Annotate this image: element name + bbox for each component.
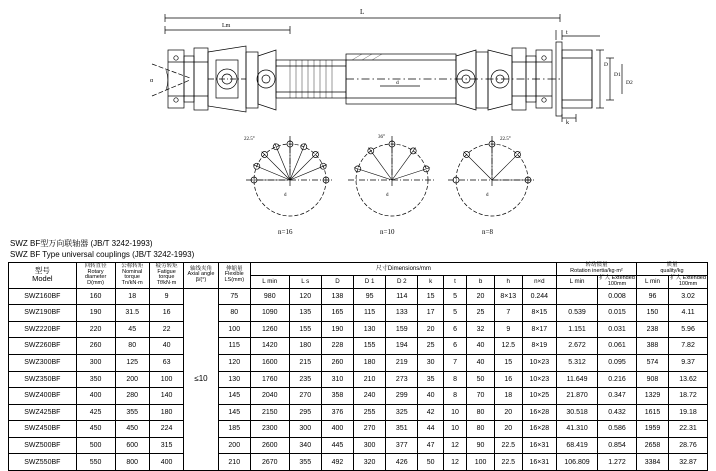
cell-inertia-ext: 0.586: [598, 421, 637, 438]
cell-ls: 200: [218, 437, 250, 454]
cell-mass-ext: 32.87: [669, 454, 708, 471]
cell-k: 40: [418, 388, 444, 405]
table-row[interactable]: [9, 404, 708, 421]
cell-rotary: 425: [76, 404, 115, 421]
cell-D1: 130: [354, 321, 386, 338]
cell-inertia-lmin: 0.539: [557, 305, 598, 322]
cell-nxd: 16×31: [522, 454, 556, 471]
table-row[interactable]: [9, 288, 708, 305]
cell-h: 16: [494, 371, 522, 388]
col-inertia-group: 转动惯量 Rotation inertia/kg·m²: [557, 263, 637, 276]
cell-h: 8×13: [494, 288, 522, 305]
cell-h: 7: [494, 305, 522, 322]
cell-lss: 135: [289, 305, 321, 322]
cell-model: SWZ450BF: [9, 421, 77, 438]
col-inertia-extended: 扩大 Extended 100mm: [599, 275, 635, 287]
table-row[interactable]: [9, 421, 708, 438]
cell-rotary: 260: [76, 338, 115, 355]
cell-model: SWZ190BF: [9, 305, 77, 322]
cell-mass-lmin: 1615: [636, 404, 668, 421]
cell-tn: 280: [115, 388, 149, 405]
cell-nxd: 16×31: [522, 437, 556, 454]
cell-D: 400: [321, 421, 353, 438]
col-h: h: [494, 276, 522, 289]
cell-tf: 9: [149, 288, 183, 305]
cell-lss: 155: [289, 321, 321, 338]
cell-tn: 45: [115, 321, 149, 338]
cell-mass-ext: 22.31: [669, 421, 708, 438]
cell-ls: 80: [218, 305, 250, 322]
cell-mass-ext: 18.72: [669, 388, 708, 405]
cell-rotary: 160: [76, 288, 115, 305]
cell-D2: 377: [386, 437, 418, 454]
cell-rotary: 550: [76, 454, 115, 471]
cell-tn: 80: [115, 338, 149, 355]
cell-mass-lmin: 238: [636, 321, 668, 338]
svg-text:D1: D1: [614, 72, 621, 78]
cell-rotary: 500: [76, 437, 115, 454]
cell-inertia-ext: 0.061: [598, 338, 637, 355]
cell-k: 35: [418, 371, 444, 388]
cell-ls: 185: [218, 421, 250, 438]
cell-t: 6: [443, 338, 466, 355]
cell-k: 44: [418, 421, 444, 438]
cell-k: 47: [418, 437, 444, 454]
svg-text:D2: D2: [626, 80, 633, 86]
table-row[interactable]: [9, 305, 708, 322]
col-ls: L s: [289, 276, 321, 289]
cell-ls: 100: [218, 321, 250, 338]
cell-ls: 120: [218, 354, 250, 371]
col-model: 型号 Model: [9, 263, 77, 289]
cell-tn: 600: [115, 437, 149, 454]
cell-D: 310: [321, 371, 353, 388]
cell-mass-ext: 5.96: [669, 321, 708, 338]
table-row[interactable]: [9, 354, 708, 371]
cell-b: 70: [467, 388, 495, 405]
table-body: [9, 288, 708, 471]
cell-lmin: 1420: [250, 338, 289, 355]
cell-lmin: 1760: [250, 371, 289, 388]
header-row-1: [9, 263, 708, 276]
cell-D2: 299: [386, 388, 418, 405]
cell-inertia-ext: 0.008: [598, 288, 637, 305]
cell-h: 22.5: [494, 454, 522, 471]
cell-lss: 300: [289, 421, 321, 438]
col-dimensions-group: 尺寸Dimensions/mm: [250, 263, 556, 276]
cell-mass-ext: 19.18: [669, 404, 708, 421]
cell-nxd: 10×23: [522, 354, 556, 371]
svg-text:L: L: [360, 8, 365, 16]
col-mass-group: 质量 quality/kg: [636, 263, 707, 276]
cell-inertia-lmin: 68.419: [557, 437, 598, 454]
cell-ls: 75: [218, 288, 250, 305]
cell-D: 165: [321, 305, 353, 322]
col-k: k: [418, 276, 444, 289]
cell-model: SWZ550BF: [9, 454, 77, 471]
col-fatigue-torque: 疲劳转矩 Fatigue torque Tf/kN·m: [149, 263, 183, 289]
cell-mass-ext: 9.37: [669, 354, 708, 371]
cell-D2: 133: [386, 305, 418, 322]
cell-D2: 325: [386, 404, 418, 421]
cell-mass-lmin: 1959: [636, 421, 668, 438]
col-t: t: [443, 276, 466, 289]
cell-lss: 215: [289, 354, 321, 371]
col-mass-lmin: L min: [636, 276, 668, 289]
cell-D2: 114: [386, 288, 418, 305]
cell-b: 40: [467, 338, 495, 355]
cell-b: 80: [467, 421, 495, 438]
col-D2: D 2: [386, 276, 418, 289]
svg-text:d: d: [284, 193, 287, 198]
cell-D: 358: [321, 388, 353, 405]
cell-tf: 140: [149, 388, 183, 405]
cell-model: SWZ300BF: [9, 354, 77, 371]
cell-inertia-ext: 0.432: [598, 404, 637, 421]
cell-D1: 95: [354, 288, 386, 305]
cell-inertia-lmin: 1.151: [557, 321, 598, 338]
cell-D1: 155: [354, 338, 386, 355]
svg-text:n=8: n=8: [482, 228, 493, 236]
cell-inertia-ext: 0.095: [598, 354, 637, 371]
cell-D2: 426: [386, 454, 418, 471]
cell-t: 5: [443, 305, 466, 322]
cell-nxd: 0.244: [522, 288, 556, 305]
svg-text:n=16: n=16: [278, 228, 293, 236]
cell-rotary: 350: [76, 371, 115, 388]
cell-mass-lmin: 574: [636, 354, 668, 371]
cell-D2: 351: [386, 421, 418, 438]
cell-t: 12: [443, 454, 466, 471]
cell-lss: 295: [289, 404, 321, 421]
cell-rotary: 300: [76, 354, 115, 371]
cell-tf: 224: [149, 421, 183, 438]
cell-inertia-lmin: 41.310: [557, 421, 598, 438]
cell-D: 190: [321, 321, 353, 338]
cell-lmin: 1090: [250, 305, 289, 322]
cell-inertia-ext: 1.272: [598, 454, 637, 471]
cell-lmin: 1260: [250, 321, 289, 338]
cell-D2: 194: [386, 338, 418, 355]
svg-text:n=10: n=10: [380, 228, 395, 236]
cell-h: 9: [494, 321, 522, 338]
cell-nxd: 10×23: [522, 371, 556, 388]
cell-t: 10: [443, 421, 466, 438]
cell-nxd: 8×15: [522, 305, 556, 322]
table-row[interactable]: [9, 371, 708, 388]
cell-lss: 235: [289, 371, 321, 388]
cell-tn: 125: [115, 354, 149, 371]
title-english: SWZ BF Type universal couplings (JB/T 3242-1993): [10, 250, 195, 259]
svg-text:k: k: [566, 120, 569, 126]
cell-D2: 219: [386, 354, 418, 371]
cell-tn: 18: [115, 288, 149, 305]
cell-nxd: 8×17: [522, 321, 556, 338]
cell-mass-ext: 28.76: [669, 437, 708, 454]
cell-tf: 63: [149, 354, 183, 371]
cell-inertia-lmin: [557, 288, 598, 305]
cell-model: SWZ260BF: [9, 338, 77, 355]
svg-text:d: d: [396, 80, 399, 86]
cell-lmin: 2150: [250, 404, 289, 421]
cell-tf: 40: [149, 338, 183, 355]
cell-lss: 180: [289, 338, 321, 355]
col-mass-extended: 扩大 Extended 100mm: [670, 275, 706, 287]
cell-b: 20: [467, 288, 495, 305]
cell-h: 15: [494, 354, 522, 371]
cell-D1: 180: [354, 354, 386, 371]
cell-b: 50: [467, 371, 495, 388]
cell-rotary: 190: [76, 305, 115, 322]
cell-D1: 320: [354, 454, 386, 471]
cell-model: SWZ220BF: [9, 321, 77, 338]
col-inertia-lmin: L min: [557, 276, 598, 289]
cell-k: 42: [418, 404, 444, 421]
cell-inertia-lmin: 30.518: [557, 404, 598, 421]
cell-mass-lmin: 1329: [636, 388, 668, 405]
cell-lss: 355: [289, 454, 321, 471]
cell-D: 376: [321, 404, 353, 421]
cell-mass-lmin: 908: [636, 371, 668, 388]
cell-inertia-lmin: 2.672: [557, 338, 598, 355]
cell-D1: 115: [354, 305, 386, 322]
cell-ls: 130: [218, 371, 250, 388]
cell-lmin: 2600: [250, 437, 289, 454]
cell-model: SWZ400BF: [9, 388, 77, 405]
cell-t: 10: [443, 404, 466, 421]
cell-tf: 100: [149, 371, 183, 388]
cell-inertia-lmin: 11.649: [557, 371, 598, 388]
cell-tf: 400: [149, 454, 183, 471]
cell-inertia-lmin: 21.870: [557, 388, 598, 405]
cell-rotary: 400: [76, 388, 115, 405]
col-axial-angle: 轴线夹角 Axial angle β/(°): [184, 263, 218, 289]
cell-nxd: 8×19: [522, 338, 556, 355]
table-row[interactable]: [9, 454, 708, 471]
cell-D1: 210: [354, 371, 386, 388]
cell-t: 7: [443, 354, 466, 371]
cell-t: 12: [443, 437, 466, 454]
cell-t: 6: [443, 321, 466, 338]
cell-ls: 210: [218, 454, 250, 471]
cell-D: 445: [321, 437, 353, 454]
cell-ls: 115: [218, 338, 250, 355]
cell-model: SWZ425BF: [9, 404, 77, 421]
cell-mass-lmin: 96: [636, 288, 668, 305]
cell-rotary: 220: [76, 321, 115, 338]
cell-D: 138: [321, 288, 353, 305]
cell-mass-lmin: 150: [636, 305, 668, 322]
cell-tn: 31.5: [115, 305, 149, 322]
cell-nxd: 10×25: [522, 388, 556, 405]
cell-axial-angle: ≤10: [184, 288, 218, 471]
col-rotary-diameter: 回转直径 Rotary diameter D(mm): [76, 263, 115, 289]
cell-D1: 255: [354, 404, 386, 421]
cell-inertia-ext: 0.031: [598, 321, 637, 338]
cell-lmin: 2040: [250, 388, 289, 405]
cell-h: 20: [494, 421, 522, 438]
cell-inertia-lmin: 106.809: [557, 454, 598, 471]
cell-tn: 800: [115, 454, 149, 471]
cell-lss: 270: [289, 388, 321, 405]
cell-b: 80: [467, 404, 495, 421]
spec-table: [8, 262, 708, 471]
col-nxd: n×d: [522, 276, 556, 289]
cell-tf: 16: [149, 305, 183, 322]
specifications-table: [8, 262, 708, 471]
cell-D: 492: [321, 454, 353, 471]
svg-text:36°: 36°: [378, 135, 385, 140]
cell-mass-ext: 7.82: [669, 338, 708, 355]
cell-tf: 22: [149, 321, 183, 338]
cell-inertia-lmin: 5.312: [557, 354, 598, 371]
cell-lss: 120: [289, 288, 321, 305]
svg-text:22.5°: 22.5°: [500, 137, 511, 142]
cell-inertia-ext: 0.216: [598, 371, 637, 388]
cell-tn: 355: [115, 404, 149, 421]
col-lmin: L min: [250, 276, 289, 289]
cell-lmin: 2670: [250, 454, 289, 471]
cell-h: 12.5: [494, 338, 522, 355]
cell-k: 15: [418, 288, 444, 305]
cell-ls: 145: [218, 404, 250, 421]
table-row[interactable]: [9, 338, 708, 355]
cell-model: SWZ350BF: [9, 371, 77, 388]
cell-lmin: 2300: [250, 421, 289, 438]
svg-text:α: α: [150, 78, 154, 84]
cell-D1: 300: [354, 437, 386, 454]
cell-b: 32: [467, 321, 495, 338]
cell-mass-lmin: 2658: [636, 437, 668, 454]
cell-nxd: 16×28: [522, 421, 556, 438]
cell-b: 25: [467, 305, 495, 322]
cell-D2: 273: [386, 371, 418, 388]
cell-tn: 200: [115, 371, 149, 388]
svg-text:d: d: [386, 193, 389, 198]
cell-mass-ext: 13.62: [669, 371, 708, 388]
cell-model: SWZ160BF: [9, 288, 77, 305]
cell-k: 50: [418, 454, 444, 471]
title-chinese: SWZ BF型万向联轴器 (JB/T 3242-1993): [10, 239, 153, 248]
cell-tf: 180: [149, 404, 183, 421]
svg-text:D: D: [604, 62, 608, 68]
col-D: D: [321, 276, 353, 289]
cell-nxd: 16×28: [522, 404, 556, 421]
cell-b: 100: [467, 454, 495, 471]
cell-k: 20: [418, 321, 444, 338]
cell-D1: 240: [354, 388, 386, 405]
table-head: [9, 263, 708, 289]
col-nominal-torque: 公称转矩 Nominal torque Tn/kN·m: [115, 263, 149, 289]
cell-mass-lmin: 3384: [636, 454, 668, 471]
cell-model: SWZ500BF: [9, 437, 77, 454]
cell-mass-ext: 3.02: [669, 288, 708, 305]
table-row[interactable]: [9, 321, 708, 338]
table-row[interactable]: [9, 388, 708, 405]
cell-lss: 340: [289, 437, 321, 454]
cell-lmin: 980: [250, 288, 289, 305]
col-D1: D 1: [354, 276, 386, 289]
cell-h: 18: [494, 388, 522, 405]
cell-h: 22.5: [494, 437, 522, 454]
cell-lmin: 1600: [250, 354, 289, 371]
col-b: b: [467, 276, 495, 289]
cell-D: 228: [321, 338, 353, 355]
cell-t: 8: [443, 371, 466, 388]
cell-D2: 159: [386, 321, 418, 338]
cell-ls: 145: [218, 388, 250, 405]
svg-text:22.5°: 22.5°: [244, 137, 255, 142]
figure-titles: [10, 238, 410, 260]
cell-tn: 450: [115, 421, 149, 438]
cell-mass-lmin: 388: [636, 338, 668, 355]
svg-text:t: t: [566, 30, 568, 36]
cell-b: 90: [467, 437, 495, 454]
cell-t: 8: [443, 388, 466, 405]
cell-D: 260: [321, 354, 353, 371]
cell-h: 20: [494, 404, 522, 421]
cell-inertia-ext: 0.854: [598, 437, 637, 454]
cell-inertia-ext: 0.015: [598, 305, 637, 322]
cell-inertia-ext: 0.347: [598, 388, 637, 405]
cell-mass-ext: 4.11: [669, 305, 708, 322]
cell-rotary: 450: [76, 421, 115, 438]
cell-t: 5: [443, 288, 466, 305]
cell-k: 25: [418, 338, 444, 355]
cell-b: 40: [467, 354, 495, 371]
cell-k: 30: [418, 354, 444, 371]
cell-k: 17: [418, 305, 444, 322]
cell-D1: 270: [354, 421, 386, 438]
svg-text:Lm: Lm: [222, 23, 231, 29]
cell-tf: 315: [149, 437, 183, 454]
svg-text:d: d: [486, 193, 489, 198]
col-flexible: 伸缩量 Flexible LS(mm): [218, 263, 250, 289]
